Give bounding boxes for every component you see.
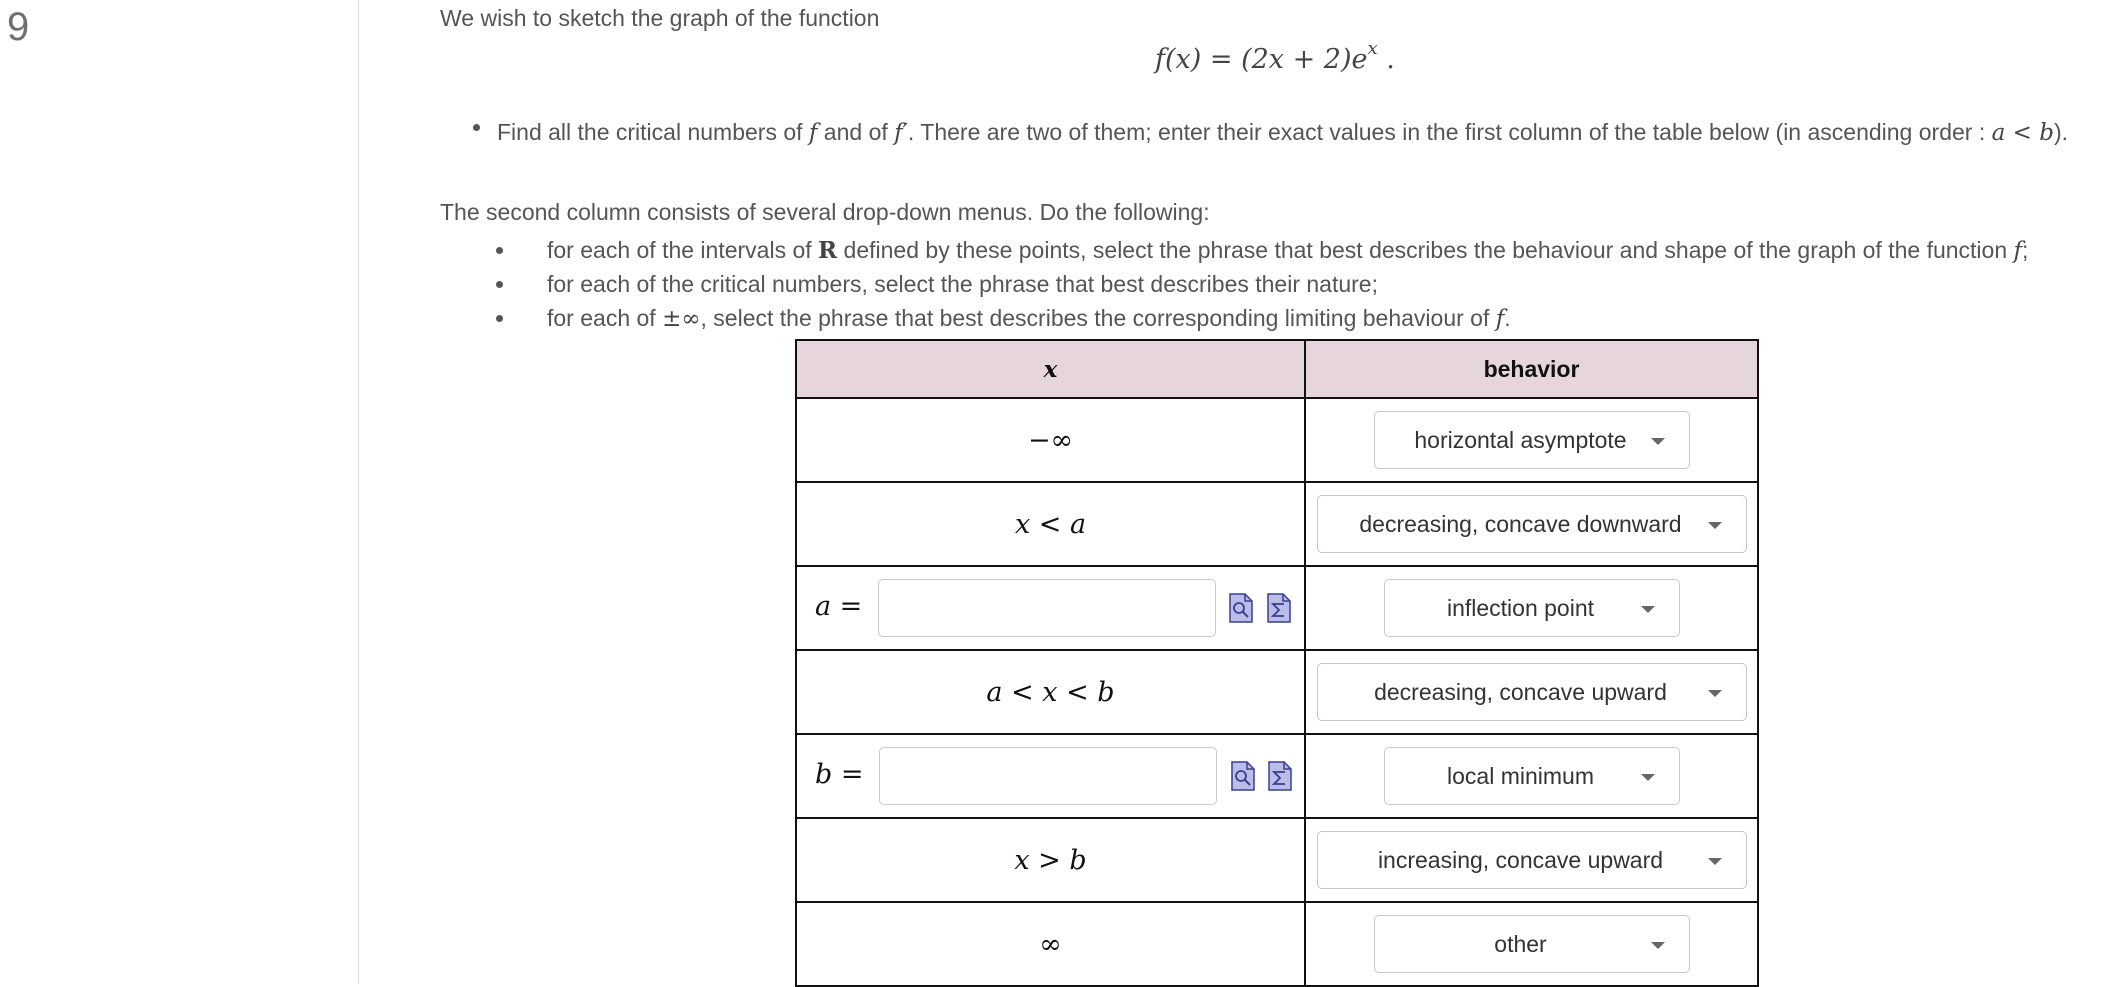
dropdown-instructions: The second column consists of several drop-down menus. Do the following:	[440, 199, 1210, 225]
row-x-value: x > b	[796, 818, 1305, 902]
behavior-dropdown-x-greater-b[interactable]	[1317, 831, 1747, 889]
behavior-dropdown-pos-infinity[interactable]	[1374, 915, 1690, 973]
chevron-down-icon	[1651, 942, 1665, 949]
dropdown-selected: decreasing, concave upward	[1374, 678, 1667, 705]
behavior-dropdown-a[interactable]	[1384, 579, 1680, 637]
instruction-bullet-critical: Find all the critical numbers of f and of f′. There are two of them; enter their exact values in the first column of the table below (in ascending order : a < b).	[497, 116, 2109, 150]
row-behavior-cell	[1305, 818, 1758, 902]
chevron-down-icon	[1708, 522, 1722, 529]
dropdown-selected: local minimum	[1447, 762, 1594, 789]
chevron-down-icon	[1641, 774, 1655, 781]
preview-icon[interactable]	[1229, 593, 1253, 623]
function-formula	[1155, 40, 1395, 79]
formula-exponent: x	[1367, 38, 1378, 59]
table-row	[796, 902, 1758, 986]
table-row	[796, 482, 1758, 566]
chevron-down-icon	[1641, 606, 1655, 613]
intro-text: We wish to sketch the graph of the function	[440, 5, 880, 31]
table-row	[796, 650, 1758, 734]
row-behavior-cell	[1305, 650, 1758, 734]
a-answer-input[interactable]	[878, 579, 1216, 637]
b-label: b =	[815, 759, 864, 791]
bullet-dot	[496, 281, 503, 288]
dropdown-instruction-list	[497, 234, 2109, 336]
row-x-value: ∞	[796, 902, 1305, 986]
divider-line	[358, 0, 359, 984]
dropdown-selected: other	[1494, 930, 1547, 957]
behavior-dropdown-x-less-a[interactable]	[1317, 495, 1747, 553]
header-behavior: behavior	[1305, 340, 1758, 398]
row-x-value: x < a	[796, 482, 1305, 566]
chevron-down-icon	[1708, 858, 1722, 865]
dropdown-selected: horizontal asymptote	[1414, 426, 1627, 453]
equation-editor-icon[interactable]	[1268, 761, 1292, 791]
list-item: for each of the intervals of R defined by these points, select the phrase that best describes the behaviour and shape of the graph of the function f;	[497, 234, 2109, 268]
table-row	[796, 734, 1758, 818]
row-behavior-cell	[1305, 902, 1758, 986]
bullet-dot	[496, 247, 503, 254]
row-a-input-cell	[796, 566, 1305, 650]
formula-main: f(x) = (2x + 2)e	[1155, 44, 1368, 75]
chevron-down-icon	[1651, 438, 1665, 445]
preview-icon[interactable]	[1231, 761, 1255, 791]
row-b-input-cell	[796, 734, 1305, 818]
row-x-value: −∞	[796, 398, 1305, 482]
row-x-value: a < x < b	[796, 650, 1305, 734]
dropdown-selected: increasing, concave upward	[1377, 846, 1664, 873]
formula-end: .	[1377, 44, 1395, 75]
header-x: x	[796, 340, 1305, 398]
behavior-dropdown-b[interactable]	[1384, 747, 1680, 805]
behavior-dropdown-neg-infinity[interactable]	[1374, 411, 1690, 469]
bullet-dot	[473, 124, 480, 131]
dropdown-selected: inflection point	[1446, 594, 1595, 621]
row-behavior-cell	[1305, 734, 1758, 818]
row-behavior-cell	[1305, 566, 1758, 650]
list-item: for each of ±∞, select the phrase that best describes the corresponding limiting behaviour of f.	[497, 302, 2109, 336]
table-header-row	[796, 340, 1758, 398]
table-row	[796, 818, 1758, 902]
b-answer-input[interactable]	[879, 747, 1217, 805]
table-row	[796, 566, 1758, 650]
behavior-table	[795, 339, 1759, 987]
list-item: for each of the critical numbers, select the phrase that best describes their nature;	[497, 268, 2109, 302]
question-number: 9	[7, 5, 30, 49]
equation-editor-icon[interactable]	[1267, 593, 1291, 623]
table-row	[796, 398, 1758, 482]
behavior-dropdown-a-to-b[interactable]	[1317, 663, 1747, 721]
row-behavior-cell	[1305, 482, 1758, 566]
chevron-down-icon	[1708, 690, 1722, 697]
a-label: a =	[815, 591, 863, 623]
bullet-dot	[496, 315, 503, 322]
row-behavior-cell	[1305, 398, 1758, 482]
dropdown-selected: decreasing, concave downward	[1359, 510, 1682, 537]
